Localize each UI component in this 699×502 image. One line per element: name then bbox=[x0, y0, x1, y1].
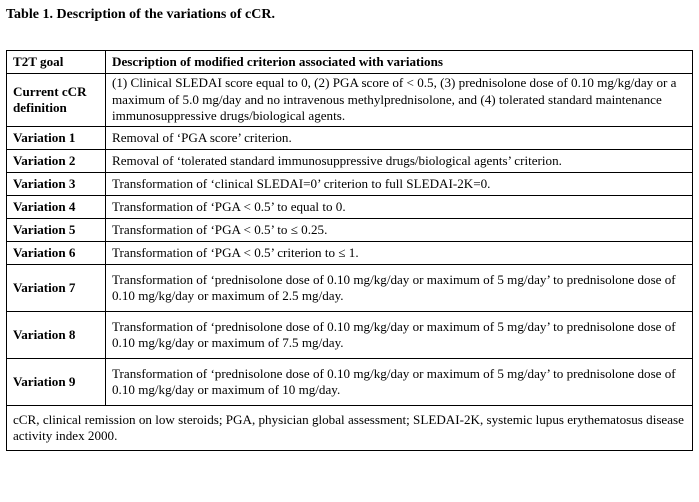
row-goal: Current cCR definition bbox=[7, 74, 106, 127]
row-goal: Variation 9 bbox=[7, 359, 106, 406]
row-description: Transformation of ‘clinical SLEDAI=0’ criterion to full SLEDAI-2K=0. bbox=[106, 173, 693, 196]
row-goal: Variation 6 bbox=[7, 242, 106, 265]
table-row bbox=[7, 242, 693, 265]
variations-table bbox=[6, 50, 693, 451]
row-goal: Variation 1 bbox=[7, 127, 106, 150]
table-row bbox=[7, 127, 693, 150]
row-goal: Variation 2 bbox=[7, 150, 106, 173]
table-row bbox=[7, 219, 693, 242]
row-goal: Variation 4 bbox=[7, 196, 106, 219]
row-description: Transformation of ‘prednisolone dose of 0.10 mg/kg/day or maximum of 5 mg/day’ to prednisolone dose of 0.10 mg/kg/day or maximum of 7.5 mg/day. bbox=[106, 312, 693, 359]
table-caption bbox=[6, 6, 275, 24]
table-caption-text: . Description of the variations of cCR. bbox=[49, 7, 275, 22]
column-header-goal: T2T goal bbox=[7, 51, 106, 74]
row-goal: Variation 7 bbox=[7, 265, 106, 312]
row-description: Removal of ‘PGA score’ criterion. bbox=[106, 127, 693, 150]
row-description: Transformation of ‘prednisolone dose of 0.10 mg/kg/day or maximum of 5 mg/day’ to prednisolone dose of 0.10 mg/kg/day or maximum of 10 mg/day. bbox=[106, 359, 693, 406]
row-description: Transformation of ‘PGA < 0.5’ to ≤ 0.25. bbox=[106, 219, 693, 242]
table-row bbox=[7, 150, 693, 173]
table-footnote: cCR, clinical remission on low steroids; PGA, physician global assessment; SLEDAI-2K, systemic lupus erythematosus disease activity index 2000. bbox=[7, 406, 693, 451]
row-description: Transformation of ‘prednisolone dose of 0.10 mg/kg/day or maximum of 5 mg/day’ to prednisolone dose of 0.10 mg/kg/day or maximum of 2.5 mg/day. bbox=[106, 265, 693, 312]
table-footnote-row bbox=[7, 406, 693, 451]
table-caption-label: Table 1 bbox=[6, 7, 50, 22]
table-row bbox=[7, 359, 693, 406]
table-row bbox=[7, 74, 693, 127]
table-header-row bbox=[7, 51, 693, 74]
column-header-description: Description of modified criterion associated with variations bbox=[106, 51, 693, 74]
table-row bbox=[7, 196, 693, 219]
table-row bbox=[7, 312, 693, 359]
row-description: Removal of ‘tolerated standard immunosuppressive drugs/biological agents’ criterion. bbox=[106, 150, 693, 173]
table-row bbox=[7, 173, 693, 196]
row-goal: Variation 5 bbox=[7, 219, 106, 242]
row-description: Transformation of ‘PGA < 0.5’ to equal to 0. bbox=[106, 196, 693, 219]
row-goal: Variation 3 bbox=[7, 173, 106, 196]
row-description: Transformation of ‘PGA < 0.5’ criterion to ≤ 1. bbox=[106, 242, 693, 265]
row-goal: Variation 8 bbox=[7, 312, 106, 359]
row-description: (1) Clinical SLEDAI score equal to 0, (2) PGA score of < 0.5, (3) prednisolone dose of 0.10 mg/kg/day or a maximum of 5.0 mg/day and no intravenous methylprednisolone, and (4) tolerated standard maintenance immunosuppressive drugs/biological agents. bbox=[106, 74, 693, 127]
table-row bbox=[7, 265, 693, 312]
